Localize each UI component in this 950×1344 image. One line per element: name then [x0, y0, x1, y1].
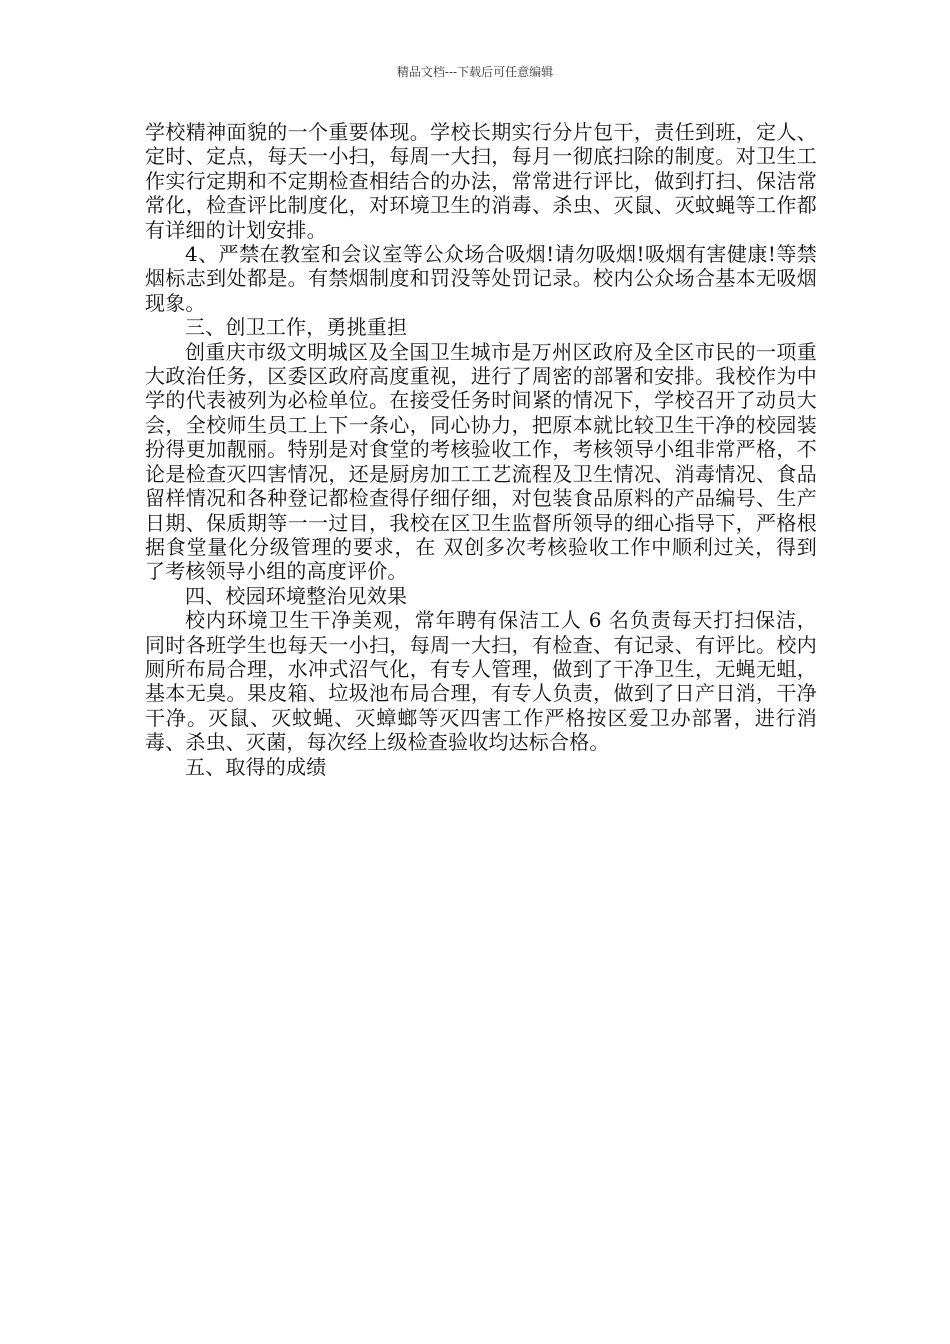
page-header: 精品文档---下载后可任意编辑 — [396, 65, 554, 79]
paragraph-no-smoking: 4、严禁在教室和会议室等公众场合吸烟!请勿吸烟!吸烟有害健康!等禁烟标志到处都是。有禁烟制度和罚没等处罚记录。校内公众场合基本无吸烟现象。 — [145, 242, 817, 315]
paragraph-campus-environment: 校内环境卫生干净美观，常年聘有保洁工人 6 名负责每天打扫保洁，同时各班学生也每天一小扫，每周一大扫，有检查、有记录、有评比。校内厕所布局合理，水冲式沼气化，有专人管理，做到了干净卫生，无蝇无蛆，基本无臭。果皮箱、垃圾池布局合理，有专人负责，做到了日产日消，干净干净。灭鼠、灭蚊蝇、灭蟑螂等灭四害工作严格按区爱卫办部署，进行消毒、杀虫、灭菌，每次经上级检查验收均达标合格。 — [145, 608, 817, 755]
section-heading-3: 三、创卫工作，勇挑重担 — [185, 315, 408, 340]
paragraph-civilized-city: 创重庆市级文明城区及全国卫生城市是万州区政府及全区市民的一项重大政治任务，区委区政府高度重视，进行了周密的部署和安排。我校作为中学的代表被列为必检单位。在接受任务时间紧的情况下，学校召开了动员大会，全校师生员工上下一条心，同心协力，把原本就比较卫生干净的校园装扮得更加靓丽。特别是对食堂的考核验收工作，考核领导小组非常严格，不论是检查灭四害情况，还是厨房加工工艺流程及卫生情况、消毒情况、食品留样情况和各种登记都检查得仔细仔细，对包装食品原料的产品编号、生产日期、保质期等一一过目，我校在区卫生监督所领导的细心指导下，严格根据食堂量化分级管理的要求，在 双创多次考核验收工作中顺利过关，得到了考核领导小组的高度评价。 — [145, 339, 817, 584]
section-heading-5: 五、取得的成绩 — [185, 754, 327, 779]
section-heading-4: 四、校园环境整治见效果 — [185, 583, 408, 608]
document-body — [145, 120, 817, 779]
paragraph-hygiene-system: 学校精神面貌的一个重要体现。学校长期实行分片包干，责任到班，定人、定时、定点，每天一小扫，每周一大扫，每月一彻底扫除的制度。对卫生工作实行定期和不定期检查相结合的办法，常常进行评比，做到打扫、保洁常常化，检查评比制度化，对环境卫生的消毒、杀虫、灭鼠、灭蚊蝇等工作都有详细的计划安排。 — [145, 120, 817, 242]
